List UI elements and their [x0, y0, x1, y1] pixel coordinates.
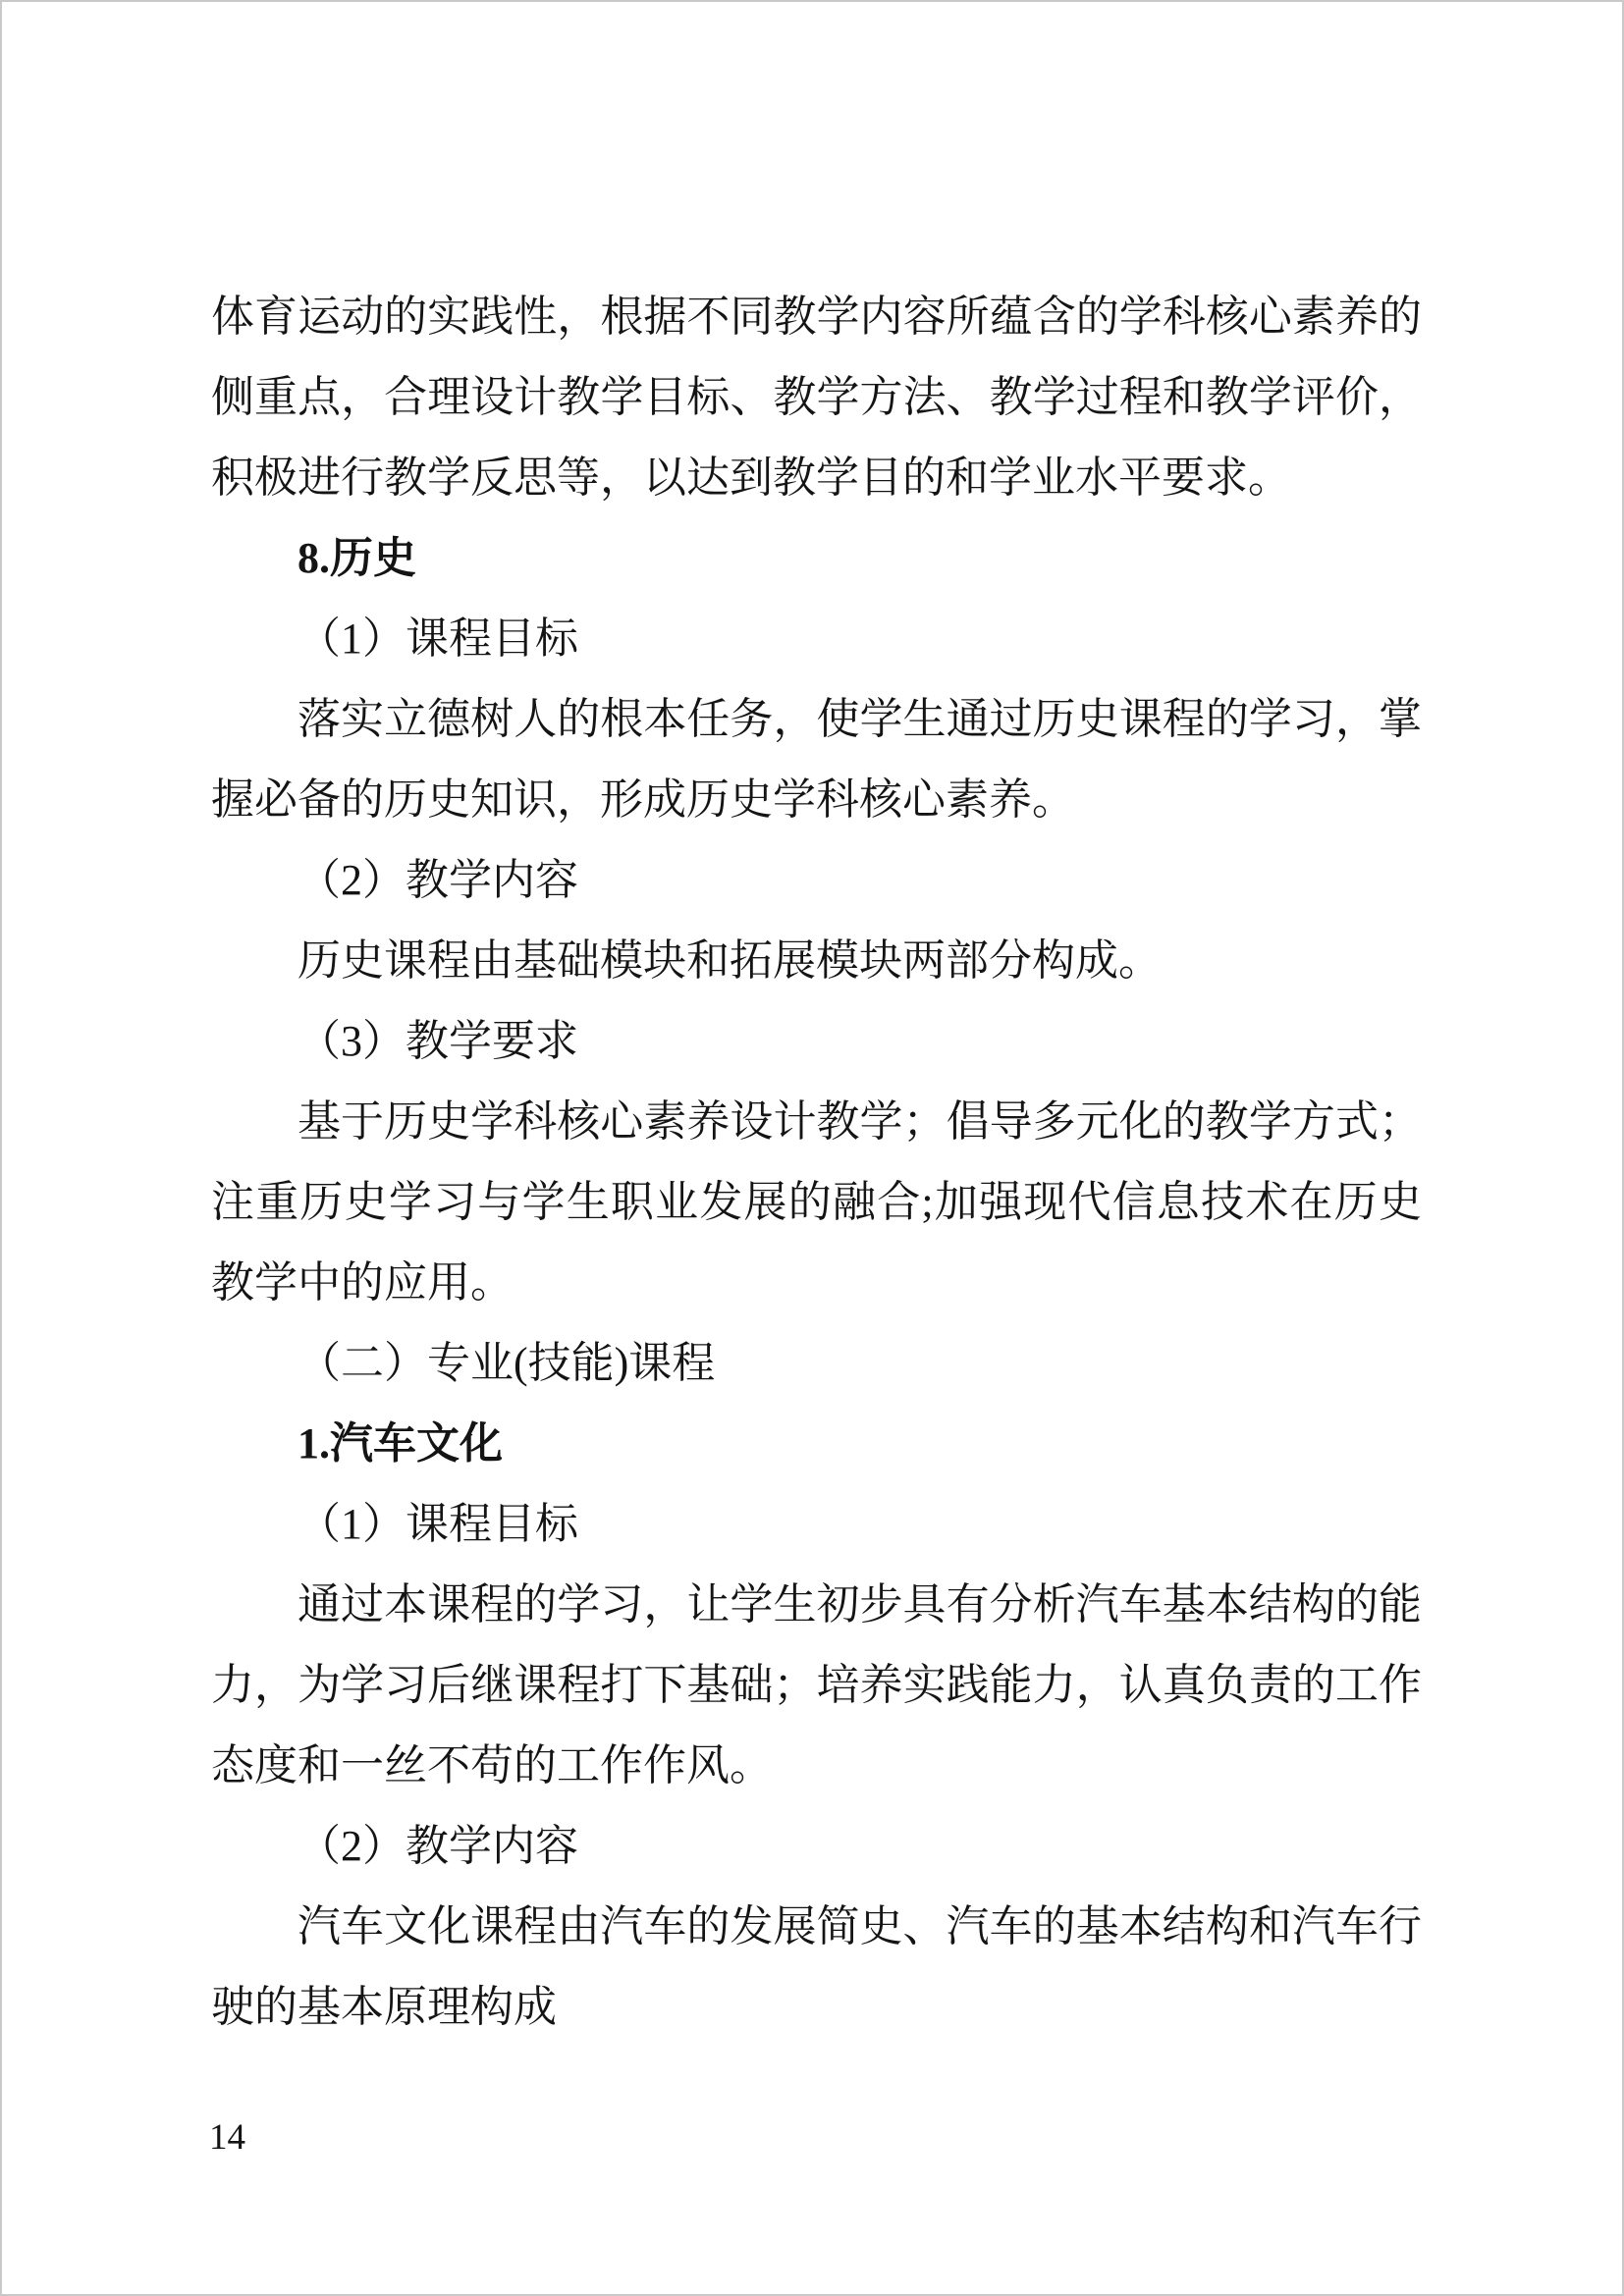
text-line: （1）课程目标: [298, 614, 578, 663]
text-line: （2）教学内容: [298, 1822, 578, 1870]
text-line: 体育运动的实践性，根据不同教学内容所蕴含的学科核心素养的: [211, 293, 1422, 341]
text-line: （3）教学要求: [298, 1017, 578, 1065]
text-line: 通过本课程的学习，让学生初步具有分析汽车基本结构的能: [298, 1580, 1422, 1629]
text-line: 教学中的应用。: [211, 1258, 514, 1307]
text-line: 落实立德树人的根本任务，使学生通过历史课程的学习，掌: [298, 695, 1422, 743]
text-line: 力，为学习后继课程打下基础；培养实践能力，认真负责的工作: [211, 1661, 1422, 1709]
text-line: 握必备的历史知识，形成历史学科核心素养。: [211, 775, 1075, 824]
text-line: 注重历史学习与学生职业发展的融合;加强现代信息技术在历史: [211, 1178, 1422, 1226]
text-line: 积极进行教学反思等，以达到教学目的和学业水平要求。: [211, 454, 1291, 502]
text-line: 汽车文化课程由汽车的发展简史、汽车的基本结构和汽车行: [298, 1902, 1422, 1950]
text-line: 8.历史: [298, 534, 416, 582]
text-line: 1.汽车文化: [298, 1419, 503, 1468]
text-line: （二）专业(技能)课程: [298, 1339, 716, 1387]
text-line: （1）课程目标: [298, 1500, 578, 1548]
text-line: 态度和一丝不苟的工作作风。: [211, 1741, 773, 1789]
text-line: 侧重点，合理设计教学目标、教学方法、教学过程和教学评价，: [211, 373, 1422, 421]
page-number: 14: [209, 2117, 245, 2158]
text-line: 基于历史学科核心素养设计教学；倡导多元化的教学方式；: [298, 1097, 1422, 1146]
document-body: [211, 277, 1422, 2048]
text-line: 历史课程由基础模块和拓展模块两部分构成。: [298, 936, 1162, 985]
text-line: （2）教学内容: [298, 856, 578, 904]
text-line: 驶的基本原理构成: [211, 1983, 557, 2031]
